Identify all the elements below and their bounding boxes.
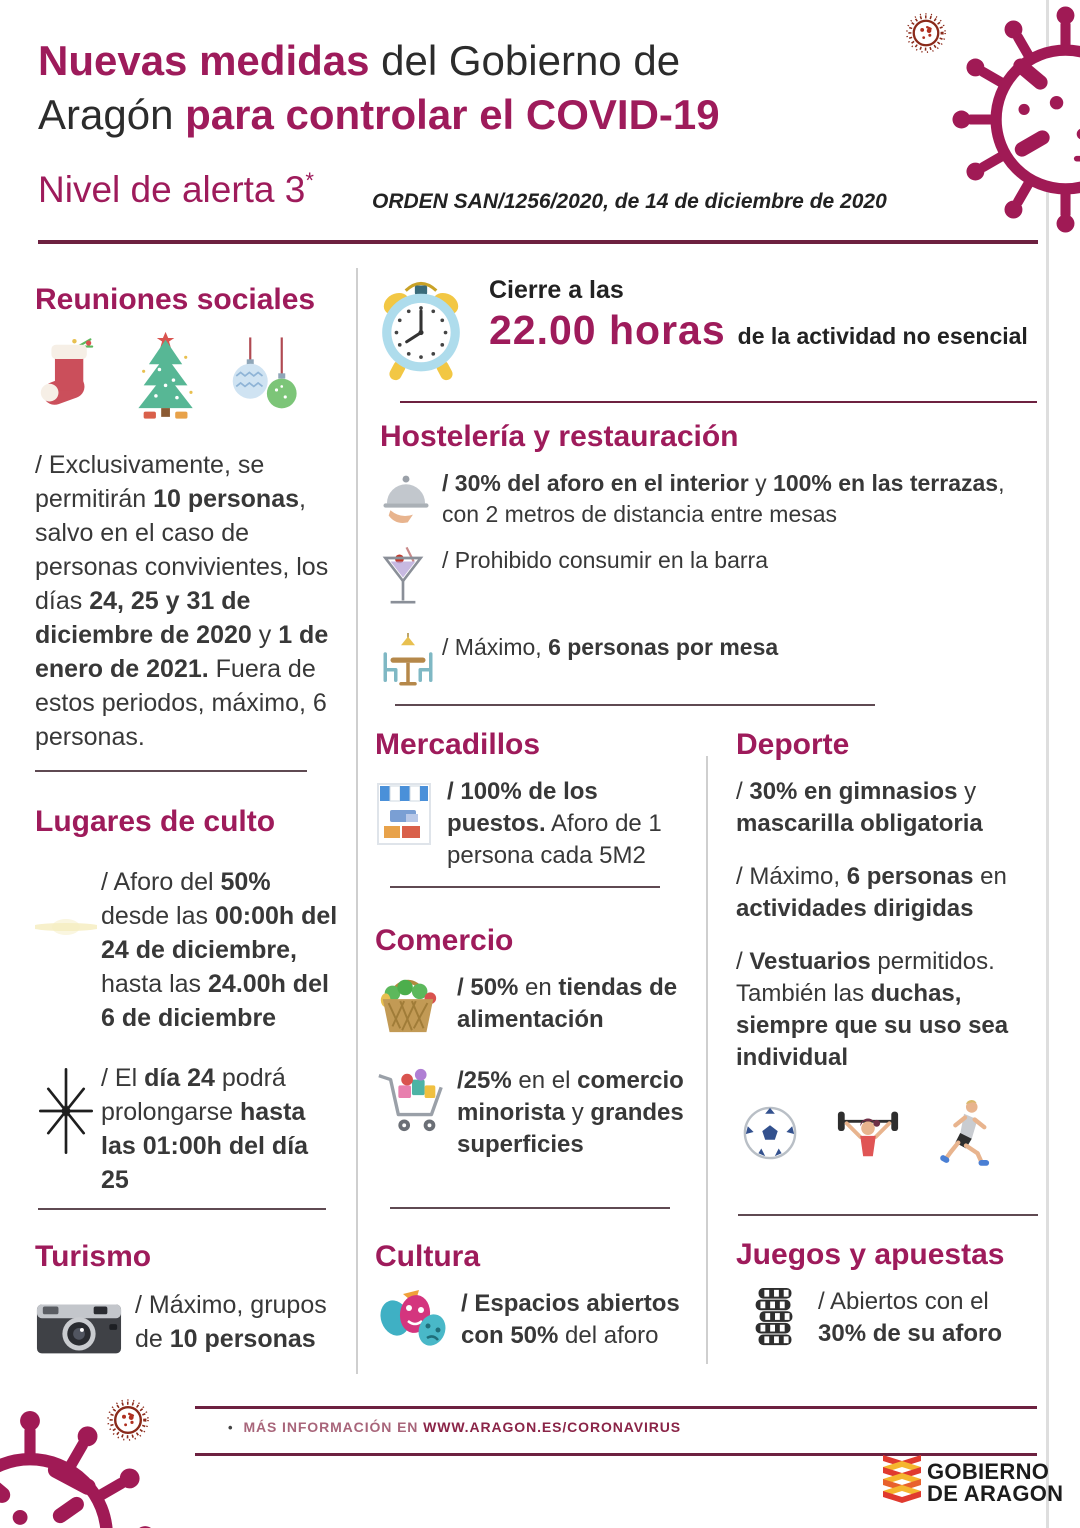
section-title: Lugares de culto (35, 805, 276, 838)
weightlifter-icon (834, 1100, 902, 1171)
section-title: Hostelería y restauración (380, 420, 739, 453)
column-divider (706, 756, 708, 1364)
closure-time: 22.00 horas (489, 307, 726, 353)
logo-line2: DE ARAGON (927, 1480, 1064, 1506)
page-title: Nuevas medidas del Gobierno de Aragón para controlar el COVID-19 (38, 37, 720, 138)
rule-text: / Máximo, 6 personas en actividades dirigidas (736, 863, 1007, 922)
soccer-ball-icon (742, 1105, 798, 1166)
rule-text: / Máximo, grupos de 10 personas (135, 1291, 327, 1353)
rule-text: / 100% de los puestos. Aforo de 1 persona cada 5M2 (447, 778, 662, 869)
section-title: Reuniones sociales (35, 283, 316, 316)
section-juegos-apuestas (736, 1238, 1041, 1353)
coronavirus-icon (948, 2, 1080, 237)
shopping-cart-icon (375, 1065, 457, 1140)
closure-suffix: de la actividad no esencial (737, 323, 1028, 349)
section-divider (400, 401, 1037, 403)
bethlehem-star-icon (35, 1061, 101, 1166)
grocery-basket-icon (375, 972, 457, 1043)
section-comercio (375, 924, 685, 1183)
rule-text: / Vestuarios permitidos. También las duchas, siempre que su uso sea individual (736, 948, 1009, 1071)
section-mercadillos (375, 728, 683, 872)
rule-text: / Aforo del 50% desde las 00:00h del 24 de diciembre, hasta las 24.00h del 6 de diciembre (101, 868, 338, 1032)
footer-info-url: WWW.ARAGON.ES/CORONAVIRUS (423, 1419, 682, 1435)
christmas-ornaments-icon (231, 335, 301, 428)
section-divider (738, 1214, 1038, 1216)
rule-text: / 30% del aforo en el interior y 100% en las terrazas, con 2 metros de distancia entre mesas (442, 470, 1005, 527)
rule-text: / 50% en tiendas de alimentación (457, 974, 678, 1033)
section-deporte (736, 728, 1041, 1173)
rule-text: / 30% en gimnasios y mascarilla obligatoria (736, 778, 983, 837)
section-divider (390, 1207, 670, 1209)
footer-divider (195, 1406, 1037, 1409)
section-reuniones-sociales (35, 283, 335, 754)
section-cultura (375, 1240, 690, 1359)
section-divider (35, 770, 307, 772)
section-title: Turismo (35, 1240, 152, 1273)
rule-text: / Abiertos con el 30% de su aforo (818, 1288, 1003, 1347)
rule-text: / Exclusivamente, se permitirán 10 personas, salvo en el caso de personas convivientes, los días 24, 25 y 31 de diciembre de 2020 y 1 de enero de 2021. Fuera de estos periodos, máximo, 6 personas. (35, 451, 329, 751)
closure-prefix: Cierre a las (489, 276, 624, 304)
section-divider (390, 886, 660, 888)
serving-dish-icon (380, 468, 442, 535)
section-title: Comercio (375, 924, 514, 957)
rule-text: / Prohibido consumir en la barra (442, 547, 768, 573)
poker-chips-icon (736, 1286, 818, 1353)
christmas-tree-icon (133, 331, 199, 428)
rule-text: / Máximo, 6 personas por mesa (442, 634, 779, 660)
bullet: • (228, 1420, 234, 1435)
restaurant-table-icon (380, 632, 442, 695)
footer-info (228, 1419, 681, 1435)
rule-text: /25% en el comercio minorista y grandes superficies (457, 1067, 684, 1158)
faint-star-icon (35, 865, 101, 990)
cocktail-glass-icon (380, 545, 442, 622)
section-hosteleria (380, 420, 1040, 705)
rule-text: / El día 24 podrá prolongarse hasta las 01:00h del día 25 (101, 1064, 309, 1194)
section-divider (38, 1208, 326, 1210)
section-title: Deporte (736, 728, 850, 761)
header-divider (38, 240, 1038, 244)
logo-line1: GOBIERNO (927, 1458, 1050, 1484)
aragon-flag-icon (883, 1455, 921, 1510)
section-title: Mercadillos (375, 728, 541, 761)
footer-info-label: MÁS INFORMACIÓN EN (243, 1419, 424, 1435)
rule-text: / Espacios abiertos con 50% del aforo (461, 1290, 680, 1349)
christmas-stocking-icon (39, 333, 101, 428)
order-reference: ORDEN SAN/1256/2020, de 14 de diciembre de 2020 (372, 190, 887, 213)
alarm-clock-icon (375, 276, 467, 389)
section-lugares-culto (35, 805, 340, 1223)
column-divider (356, 268, 358, 1374)
coronavirus-small-icon (104, 1396, 152, 1444)
theater-masks-icon (375, 1288, 461, 1359)
gobierno-aragon-logo (883, 1455, 1063, 1510)
section-cierre (375, 276, 1040, 389)
section-turismo (35, 1240, 340, 1363)
section-title: Cultura (375, 1240, 480, 1273)
coronavirus-small-icon (903, 10, 949, 56)
alert-level: Nivel de alerta 3* (38, 168, 314, 210)
market-stall-icon (375, 776, 447, 853)
camera-icon (35, 1288, 135, 1363)
section-title: Juegos y apuestas (736, 1238, 1005, 1271)
runner-icon (938, 1098, 992, 1173)
section-divider (395, 704, 875, 706)
